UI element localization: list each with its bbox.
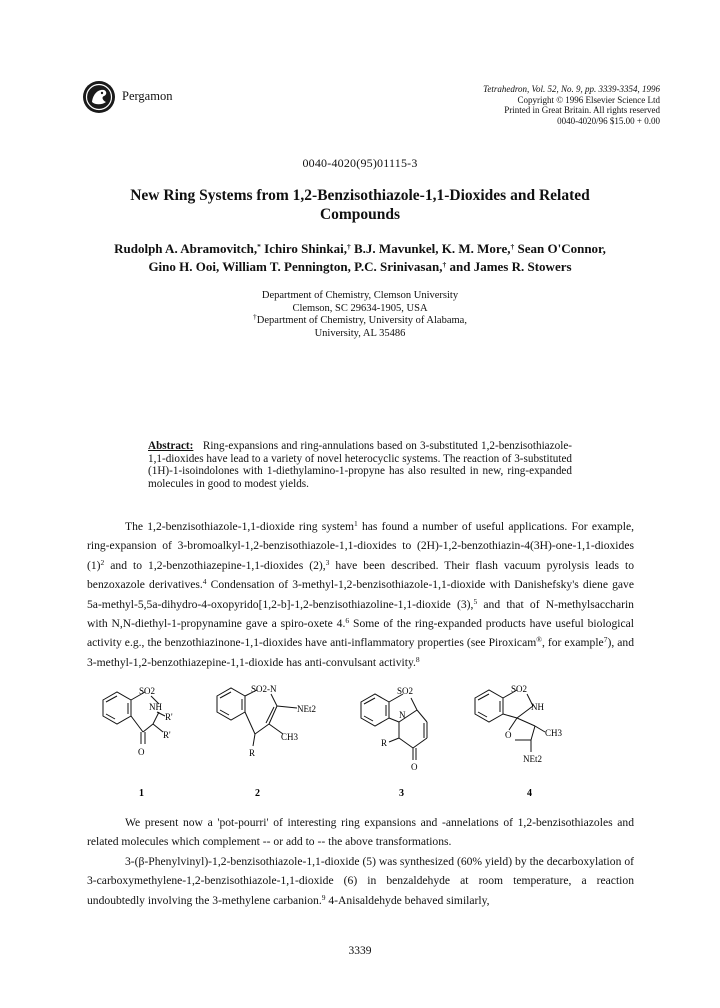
pergamon-logo-icon — [82, 80, 116, 114]
s2-ch3-label: CH3 — [281, 732, 299, 742]
s4-nh-label: NH — [531, 702, 544, 712]
author-name: Rudolph A. Abramovitch, — [114, 241, 258, 256]
author-name: K. M. More, — [441, 241, 511, 256]
author-mark: † — [347, 242, 351, 251]
author-mark: † — [442, 259, 447, 269]
abstract — [148, 440, 572, 490]
s3-r-label: R — [381, 738, 388, 748]
structure-4 — [475, 690, 545, 752]
author-mark: † — [510, 242, 515, 251]
rights-line: Printed in Great Britain. All rights reserved — [504, 105, 660, 115]
author-mark: * — [257, 242, 261, 251]
paper-title: New Ring Systems from 1,2-Benzisothiazole-1,1-Dioxides and Related Compounds — [130, 187, 590, 223]
s4-o-label: O — [505, 730, 512, 740]
article-code: 0040-4020(95)01115-3 — [302, 156, 418, 170]
s1-so2-label: SO2 — [139, 686, 156, 696]
author-line-2 — [70, 258, 650, 276]
structure-1 — [103, 692, 165, 744]
s1-r2-label: R' — [163, 730, 171, 740]
paragraph-1: The 1,2-benzisothiazole-1,1-dioxide ring system$^1$ has found a number of useful applications. For example, ring-expansion of 3-bromoalkyl-1,2-benzisothiazole-1,1-dioxides to (2H)-1,2-benzothiazin-4(3H)-one-1,1-dioxides $(1)^2$ and to 1,2-benzothiazepine-1,1-dioxides (2),$^3$ have been described. Their flash vacuum pyrolysis leads to benzoxazole derivatives.$^4$ Condensation of 3-methyl-1,2-benzisothiazole-1,1-dioxide with Danishefsky's diene gave 5a-methyl-5,5a-dihydro-4-oxopyrido[1,2-b]-1,2-benzisothiazoline-1,1-dioxide (3),$^5$ and that of N-methylsaccharin with N,N-diethyl-1-propynamine gave a spiro-oxete 4.$^6$ Some of the ring-expanded products have useful biological activity e.g., the benzothiazinone-1,1-dioxides have anti-inflammatory properties (see Piroxicam®, for example$^7$), and 3-methyl-1,2-benzothiazepine-1,1-dioxide has anti-convulsant activity.$^8$ — [87, 519, 634, 669]
issn-price-line: 0040-4020/96 $15.00 + 0.00 — [557, 115, 660, 126]
affiliation-line: University, AL 35486 — [314, 327, 406, 339]
paragraph-3: 3-(β-Phenylvinyl)-1,2-benzisothiazole-1,1-dioxide (5) was synthesized (60% yield) by the decarboxylation of 3-carboxymethylene-1,2-benzisothiazole-1,1-dioxide (6) in benzaldehyde at room temperature, a reaction undoubtedly involving the 3-methylene carbanion.$^9$ 4-Anisaldehyde behaved similarly, — [87, 854, 634, 907]
author-line-1 — [70, 240, 650, 258]
body-intro — [87, 517, 634, 672]
affiliations — [180, 290, 540, 340]
s4-so2-label: SO2 — [511, 684, 528, 694]
affiliation-mark: † — [253, 312, 257, 321]
s4-ch3-label: CH3 — [545, 728, 563, 738]
s2-number: 2 — [255, 788, 260, 799]
s4-number: 4 — [527, 788, 532, 799]
abstract-text: Ring-expansions and ring-annulations based on 3-substituted 1,2-benzisothiazole-1,1-dioxides have lead to a variety of novel heterocyclic systems. The reaction of 3-substituted (1H)-1-isoindolones with 1-diethylamino-1-propyne has also resulted in new, ring-expanded molecules in good to modest yields. — [148, 440, 573, 490]
s4-net2-label: NEt2 — [523, 754, 542, 764]
s3-number: 3 — [399, 788, 404, 799]
author-name: and James R. Stowers — [449, 258, 572, 274]
chemical-structures-figure — [87, 682, 634, 808]
affiliation-line: Clemson, SC 29634-1905, USA — [292, 302, 428, 314]
affiliation-line: Department of Chemistry, Clemson University — [261, 290, 459, 301]
s1-number: 1 — [139, 788, 144, 799]
publisher-name: Pergamon — [122, 89, 173, 103]
author-name: Sean O'Connor, — [517, 241, 606, 256]
s1-nh-label: NH — [149, 702, 162, 712]
s2-r-label: R — [249, 748, 256, 758]
author-list — [70, 240, 650, 275]
author-name: Ichiro Shinkai, — [264, 241, 348, 256]
s1-o-label: O — [138, 747, 145, 757]
s2-net2-label: NEt2 — [297, 704, 316, 714]
author-name: Gino H. Ooi, — [148, 258, 220, 274]
s1-r1-label: R' — [165, 712, 173, 722]
s3-so2-label: SO2 — [397, 686, 414, 696]
abstract-label: Abstract: — [148, 440, 194, 452]
journal-info — [420, 84, 660, 126]
body-continued — [87, 813, 634, 910]
structure-3 — [361, 694, 427, 760]
s3-n-label: N — [399, 710, 406, 720]
paragraph-2: We present now a 'pot-pourri' of interesting ring expansions and -annelations of 1,2-benzisothiazoles and related molecules which complement -- or add to -- the above transformations. — [87, 816, 634, 849]
journal-citation: Tetrahedron, Vol. 52, No. 9, pp. 3339-3354, 1996 — [483, 84, 660, 94]
s3-o-label: O — [411, 762, 418, 772]
copyright-line: Copyright © 1996 Elsevier Science Ltd — [517, 94, 660, 105]
author-name: P.C. Srinivasan, — [354, 258, 443, 274]
affiliation-line: †Department of Chemistry, University of Alabama, — [253, 312, 467, 326]
s2-so2n-label: SO2-N — [251, 684, 277, 694]
page-number: 3339 — [348, 945, 372, 957]
author-name: William T. Pennington, — [222, 258, 351, 274]
author-name: B.J. Mavunkel, — [354, 241, 439, 256]
